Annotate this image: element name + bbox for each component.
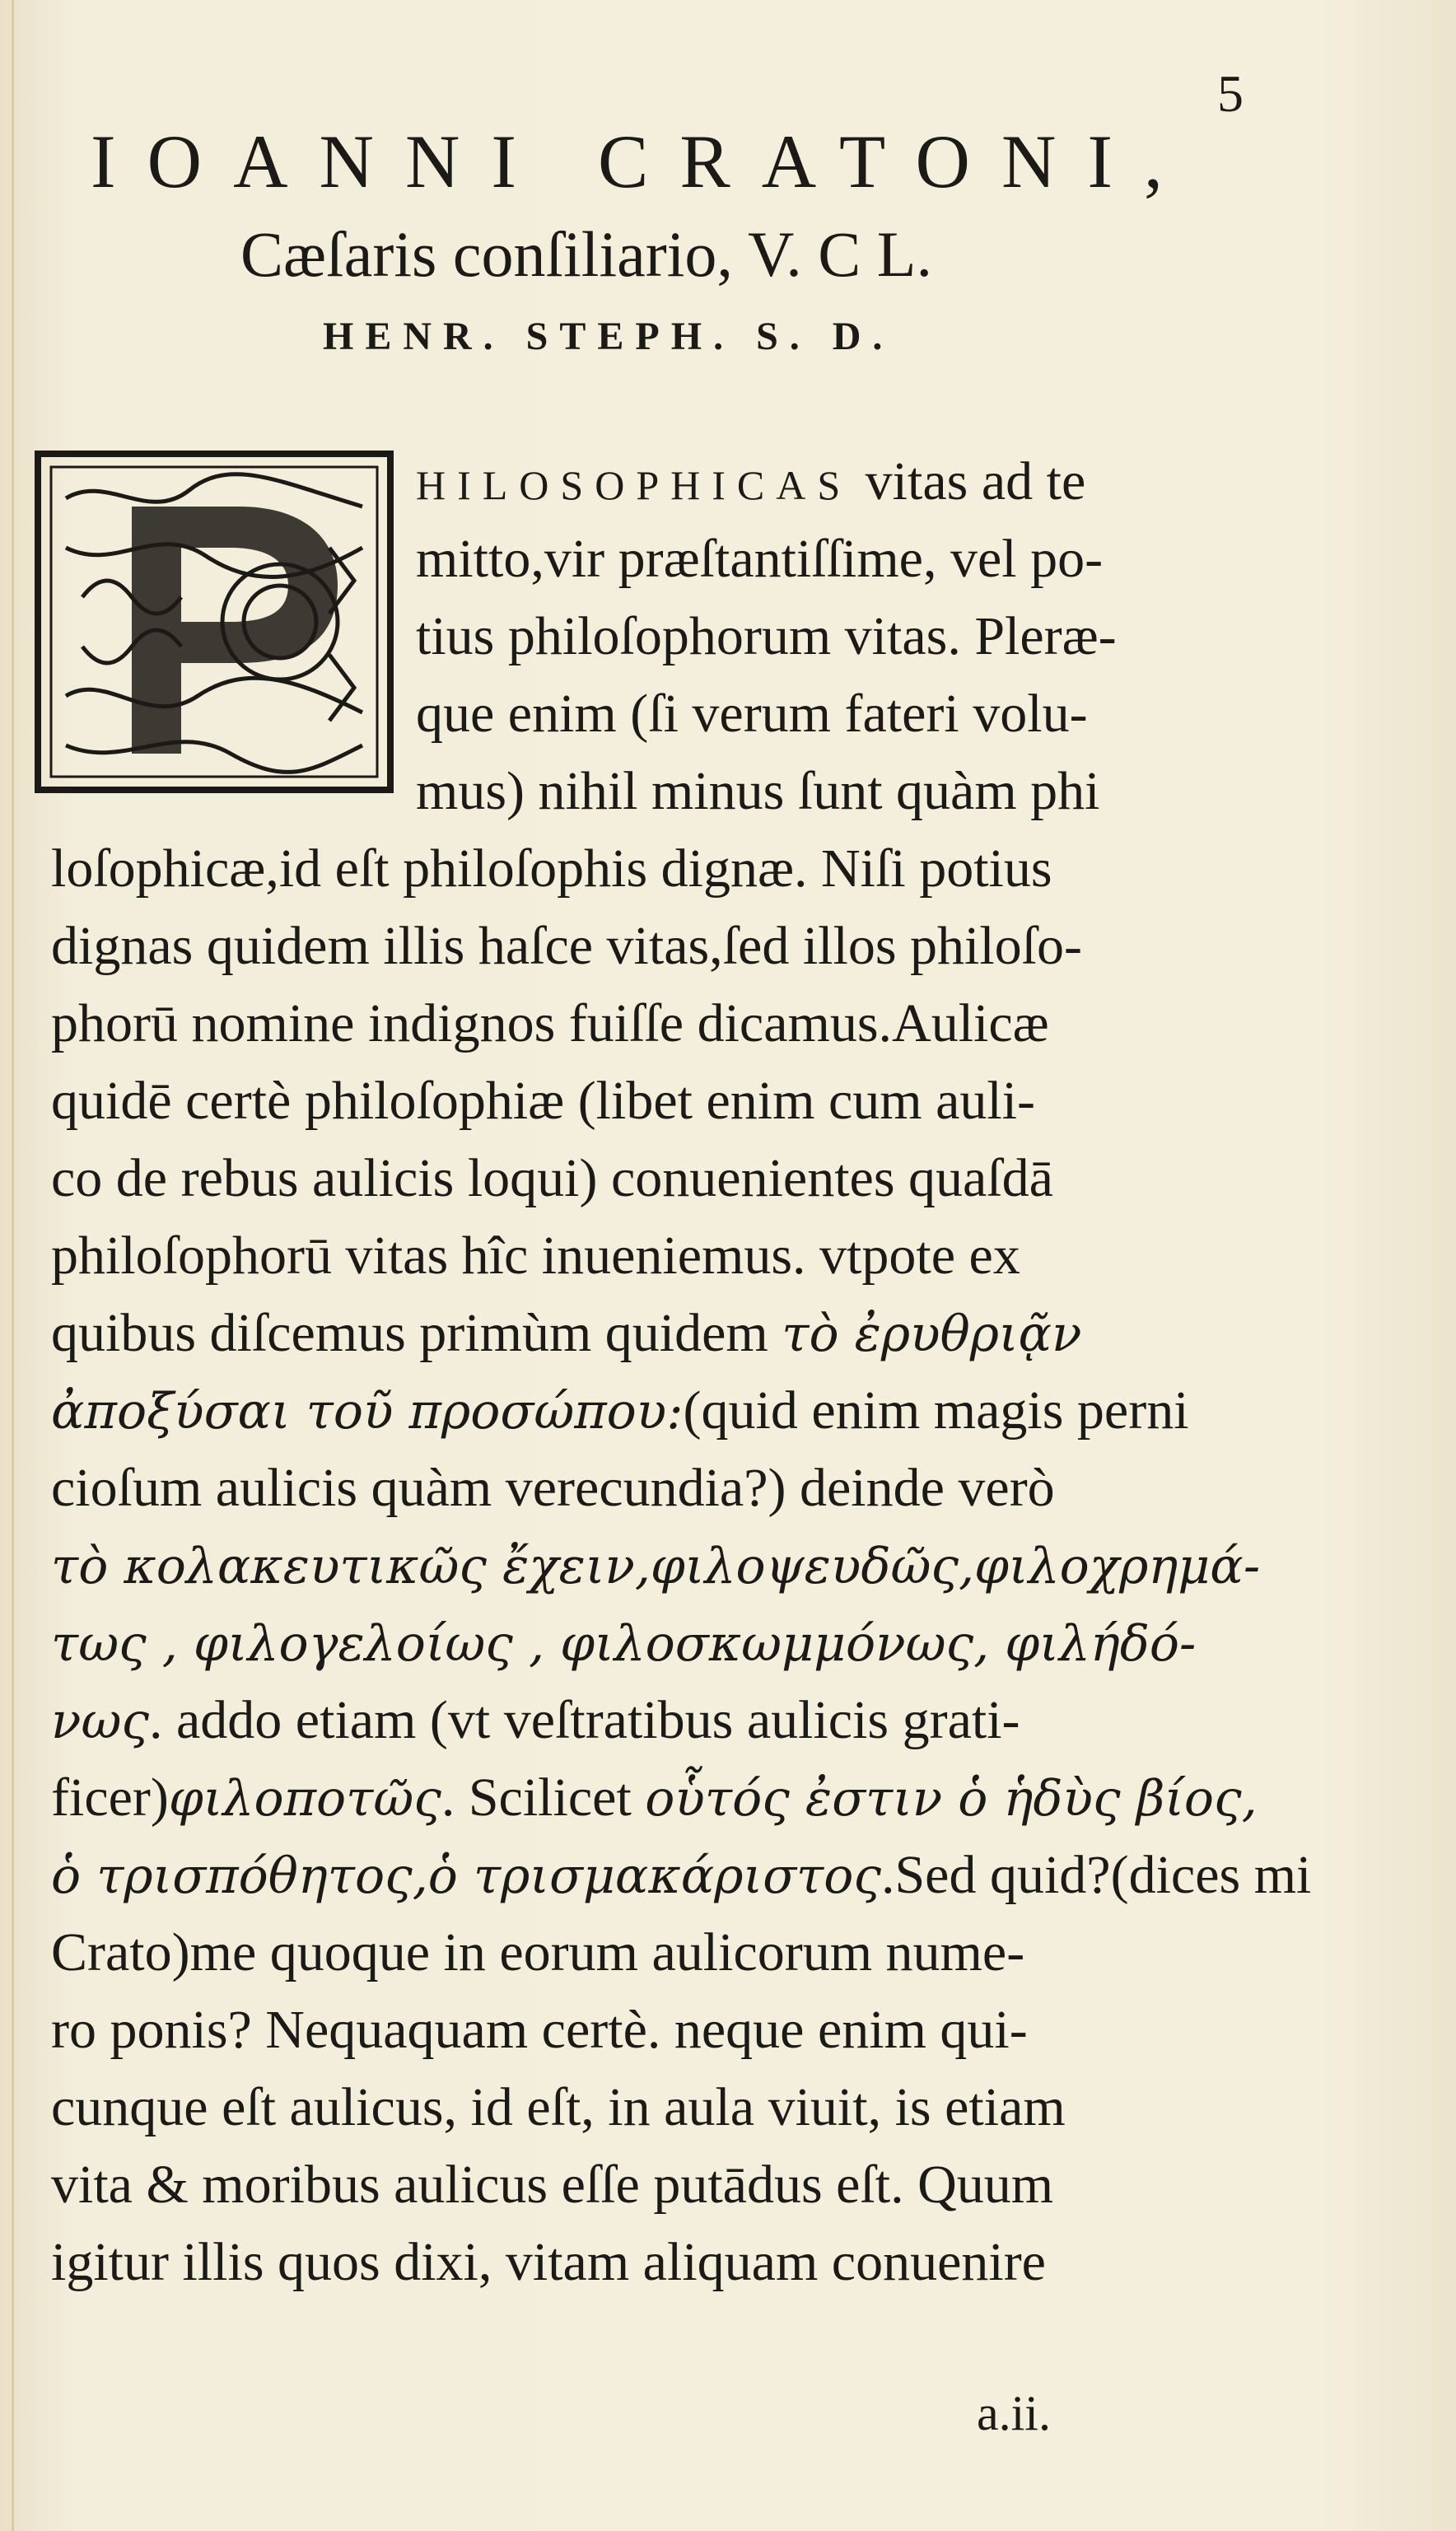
text-segment: νως — [51, 1693, 150, 1750]
text-segment: ficer) — [51, 1767, 169, 1828]
text-segment: loſophicæ,id eſt philoſophis dignæ. Niſi potius — [51, 838, 1052, 899]
text-segment: vitas ad te — [852, 451, 1086, 511]
decorated-initial-p — [33, 449, 395, 795]
text-segment: φιλοποτῶς — [168, 1770, 441, 1828]
text-line — [51, 2155, 1054, 2215]
text-segment: igitur illis quos dixi, vitam aliquam conuenire — [51, 2232, 1046, 2292]
text-line — [51, 1148, 1053, 1208]
text-line — [51, 993, 1049, 1053]
text-line — [51, 2232, 1046, 2292]
text-line — [416, 684, 1088, 744]
binding-gutter — [12, 0, 14, 2531]
text-segment: τὸ ἐρυθριᾷν — [782, 1305, 1082, 1363]
text-segment: mus) nihil minus ſunt quàm phi — [416, 761, 1100, 821]
text-segment: .Sed quid?(dices mi — [880, 1845, 1312, 1905]
text-line — [51, 1615, 1197, 1673]
text-line — [51, 838, 1052, 899]
text-segment: mitto,vir præſtantiſſime, vel po- — [416, 529, 1104, 589]
text-line — [416, 761, 1100, 821]
text-line — [416, 451, 1086, 511]
signature-mark: a.ii. — [977, 2386, 1051, 2440]
dedication-subtitle: Cæſaris conſiliario, V. C L. — [240, 218, 932, 290]
text-line — [51, 2000, 1028, 2060]
text-line — [51, 1767, 1258, 1828]
text-line — [51, 1690, 1020, 1750]
text-segment: HILOSOPHICAS — [416, 462, 852, 508]
text-line — [51, 2077, 1066, 2137]
text-segment: quibus diſcemus primùm quidem — [51, 1303, 782, 1363]
text-segment: τως , φιλογελοίως , φιλοσκωμμόνως, φιλήδό- — [51, 1615, 1197, 1673]
text-line — [51, 1458, 1055, 1518]
text-segment: (quid enim magis perni — [683, 1380, 1189, 1441]
text-line — [416, 529, 1104, 589]
text-line — [51, 1071, 1036, 1131]
author-line: HENR. STEPH. S. D. — [323, 315, 894, 358]
text-segment: τὸ κολακευτικῶς ἔχειν,φιλοψευδῶς,φιλοχρημά- — [51, 1538, 1261, 1595]
text-line — [51, 1303, 1082, 1363]
page-number: 5 — [1217, 64, 1244, 123]
text-segment: vita & moribus aulicus eſſe putādus eſt. Quum — [51, 2155, 1054, 2215]
text-segment: ἀποξύσαι τοῦ προσώπου: — [51, 1383, 684, 1441]
text-segment: . addo etiam (vt veſtratibus aulicis grati- — [149, 1690, 1020, 1750]
dedication-title: IOANNI CRATONI, — [91, 119, 1195, 203]
text-line — [416, 606, 1117, 666]
text-segment: quidē certè philoſophiæ (libet enim cum auli- — [51, 1071, 1036, 1131]
text-segment: cioſum aulicis quàm verecundia?) deinde verò — [51, 1458, 1055, 1518]
text-line — [51, 1380, 1189, 1441]
text-segment: ὁ τρισπόθητος,ὁ τρισμακάριστος — [51, 1847, 881, 1905]
text-segment: dignas quidem illis haſce vitas,ſed illos philoſo- — [51, 916, 1083, 976]
text-line — [51, 1226, 1020, 1286]
text-segment: philoſophorū vitas hîc inueniemus. vtpote ex — [51, 1226, 1020, 1286]
text-segment: Crato)me quoque in eorum aulicorum nume- — [51, 1922, 1025, 1982]
text-segment: οὗτός ἐστιν ὁ ἡδὺς βίος, — [645, 1770, 1258, 1828]
text-segment: . Scilicet — [441, 1767, 646, 1828]
text-line — [51, 1539, 1260, 1593]
text-segment: phorū nomine indignos fuiſſe dicamus.Aulicæ — [51, 993, 1049, 1053]
text-segment: tius philoſophorum vitas. Pleræ- — [416, 606, 1117, 666]
text-segment: cunque eſt aulicus, id eſt, in aula viuit, is etiam — [51, 2077, 1066, 2137]
text-segment: que enim (ſi verum fateri volu- — [416, 684, 1088, 744]
text-segment: ro ponis? Nequaquam certè. neque enim qui- — [51, 2000, 1028, 2060]
text-line — [51, 1922, 1025, 1982]
text-line — [51, 916, 1083, 976]
text-segment: co de rebus aulicis loqui) conuenientes quaſdā — [51, 1148, 1053, 1208]
text-line — [51, 1845, 1312, 1905]
